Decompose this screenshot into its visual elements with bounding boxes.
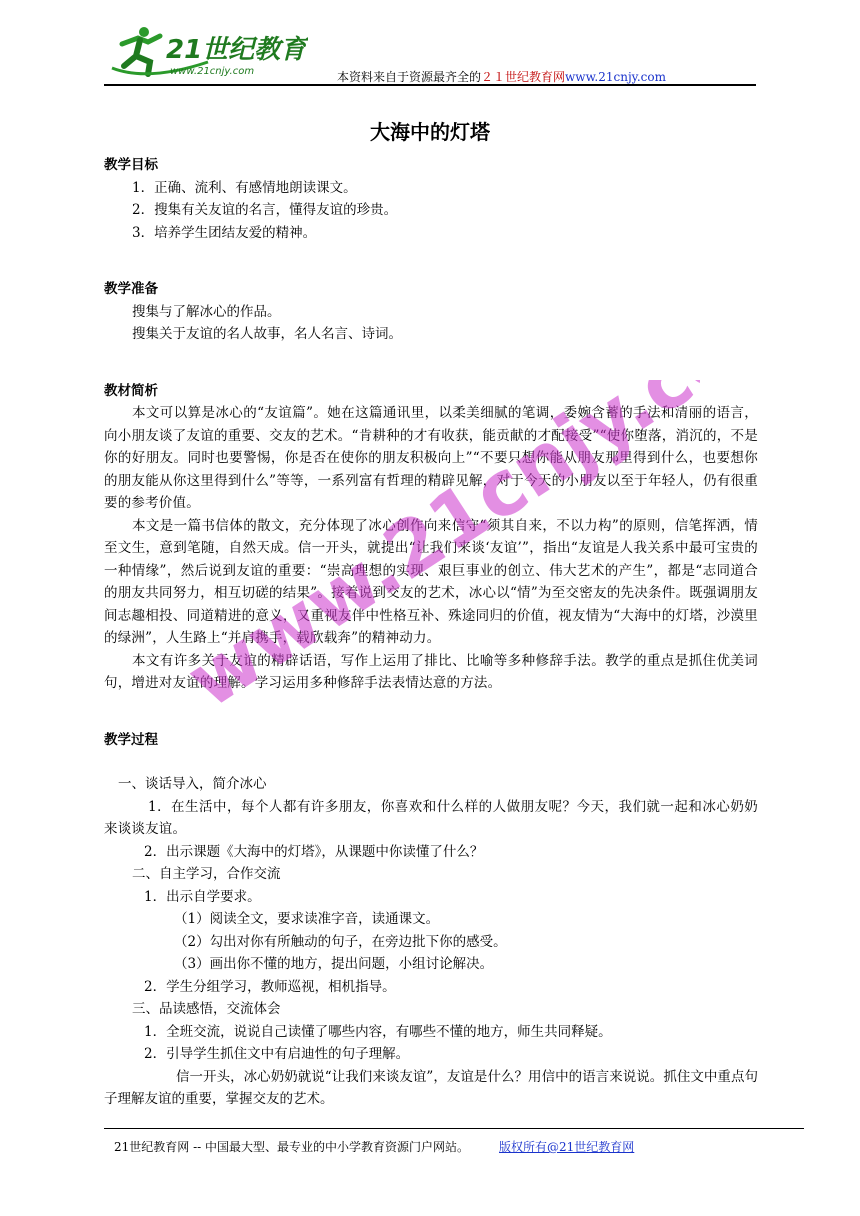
header-divider [104,84,756,86]
prep-heading: 教学准备 [104,281,158,297]
prep-item: 搜集与了解冰心的作品。 [132,303,281,320]
process-item: 2．引导学生抓住文中有启迪性的句子理解。 [144,1046,410,1062]
goal-item: 2．搜集有关友谊的名言，懂得友谊的珍贵。 [132,202,398,218]
goal-item: 1．正确、流利、有感情地朗读课文。 [132,179,357,196]
process-step-1: 一、谈话导入，简介冰心 [118,776,267,792]
footer-copyright-link[interactable]: 版权所有@21世纪教育网 [499,1140,635,1154]
footer-text: 21世纪教育网 -- 中国最大型、最专业的中小学教育资源门户网站。 [114,1140,470,1154]
process-subitem: （1）阅读全文，要求读准字音，读通课文。 [174,911,440,927]
prep-item: 搜集关于友谊的名人故事，名人名言、诗词。 [132,326,402,342]
process-item: 1．在生活中，每个人都有许多朋友，你喜欢和什么样的人做朋友呢？今天，我们就一起和冰心奶奶来谈谈友谊。 [104,798,758,837]
footer-divider [104,1128,804,1129]
analysis-paragraph: 本文是一篇书信体的散文，充分体现了冰心创作向来信守“须其自来，不以力构”的原则，信笔挥洒，情至文生，意到笔随，自然天成。信一开头，就提出“让我们来谈‘友谊’”，指出“友谊是人我关系中最可宝贵的一种情缘”，然后说到友谊的重要：“崇高理想的实现、艰巨事业的创立、伟大艺术的产生”，都是“志同道合的朋友共同努力，相互切磋的结果”。接着说到交友的艺术，冰心以“情”为至交密友的先决条件。既强调朋友间志趣相投、同道精进的意义，又重视友伴中性格互补、殊途同归的价值，视友情为“大海中的灯塔，沙漠里的绿洲”，人生路上“并肩携手，载欣载奔”的精神动力。 [104,517,759,646]
header-note [337,68,666,85]
process-item: 1．出示自学要求。 [144,888,261,905]
header-site-url[interactable]: www.21cnjy.com [565,70,666,84]
site-logo [108,22,308,84]
header-note-prefix: 本资料来自于资源最齐全的 [337,70,482,84]
analysis-heading: 教材简析 [104,382,158,399]
analysis-paragraph: 本文有许多关于友谊的精辟话语，写作上运用了排比、比喻等多种修辞手法。教学的重点是抓住优美词句，增进对友谊的理解。学习运用多种修辞手法表情达意的方法。 [104,652,758,691]
goal-item: 3．培养学生团结友爱的精神。 [132,224,317,241]
process-item: 1．全班交流，说说自己读懂了哪些内容，有哪些不懂的地方，师生共同释疑。 [144,1023,612,1040]
goals-heading: 教学目标 [104,157,158,173]
process-step-2: 二、自主学习，合作交流 [132,866,281,882]
footer [114,1138,634,1155]
process-subitem: （3）画出你不懂的地方，提出问题，小组讨论解决。 [174,956,494,972]
svg-text:www.21cnjy.com: www.21cnjy.com [170,66,255,77]
process-item: 2．出示课题《大海中的灯塔》，从课题中你读懂了什么？ [144,843,484,860]
page-title: 大海中的灯塔 [370,120,490,144]
process-subitem: （2）勾出对你有所触动的句子，在旁边批下你的感受。 [174,933,507,950]
analysis-paragraph: 本文可以算是冰心的“友谊篇”。她在这篇通讯里，以柔美细腻的笔调，委婉含蓄的手法和清丽的语言，向小朋友谈了友谊的重要、交友的艺术。“肯耕种的才有收获，能贡献的才配接受”“使你堕落，消沉的，不是你的好朋友。同时也要警惕，你是否在使你的朋友积极向上”“不要只想你能从朋友那里得到什么，也要想你的朋友能从你这里得到什么”等等，一系列富有哲理的精辟见解，对于今天的小朋友以至于年轻人，仍有很重要的参考价值。 [104,405,758,511]
svg-text:www.21cnjy.com: www.21cnjy.com [180,380,700,726]
svg-text:21世纪教育: 21世纪教育 [166,35,307,65]
process-item: 2．学生分组学习，教师巡视，相机指导。 [144,978,396,995]
header-site-name[interactable]: ２１世纪教育网 [481,70,566,84]
process-paragraph: 信一开头，冰心奶奶就说“让我们来谈友谊”，友谊是什么？用信中的语言来说说。抓住文中重点句子理解友谊的重要，掌握交友的艺术。 [104,1068,758,1107]
process-heading: 教学过程 [104,731,158,748]
document-body [104,154,758,1111]
process-step-3: 三、品读感悟，交流体会 [132,1001,281,1017]
